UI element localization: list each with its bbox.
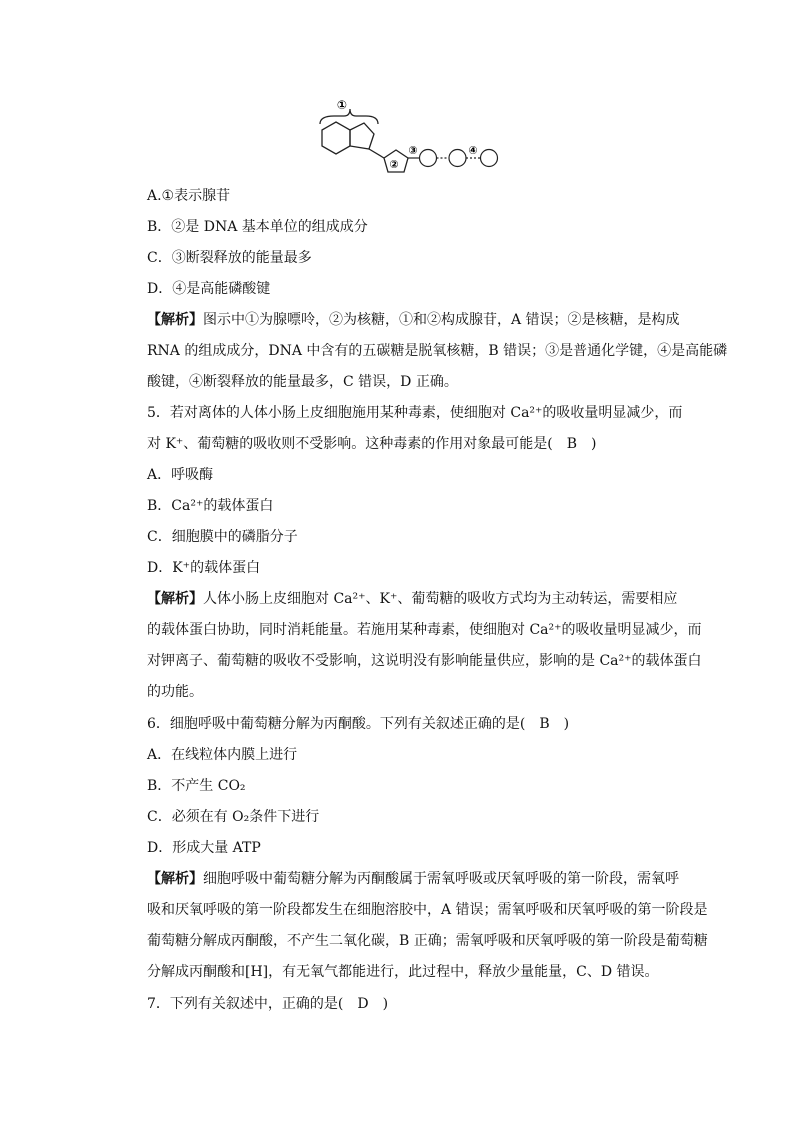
q5-option-b: B．Ca²⁺的载体蛋白 [147, 498, 274, 514]
brace-mark [320, 109, 378, 124]
q5-stem-line-2: 对 K⁺、葡萄糖的吸收则不受影响。这种毒素的作用对象最可能是( B ) [147, 436, 597, 452]
q5-analysis-line-4: 的功能。 [147, 684, 203, 700]
q5-analysis-line-2: 的载体蛋白协助，同时消耗能量。若施用某种毒素，使细胞对 Ca²⁺的吸收量明显减少，而 [147, 622, 702, 638]
phosphate-1 [420, 150, 437, 167]
q7-stem-line-1: 7．下列有关叙述中，正确的是( D ) [147, 996, 389, 1012]
q6-option-b: B．不产生 CO₂ [147, 778, 246, 794]
q6-analysis-line-1 [147, 869, 687, 889]
label-3: ③ [408, 144, 418, 157]
q6-analysis-line-2: 吸和厌氧呼吸的第一阶段都发生在细胞溶胶中，A 错误；需氧呼吸和厌氧呼吸的第一阶段是 [147, 902, 708, 918]
q5-stem-line-1: 5．若对离体的人体小肠上皮细胞施用某种毒素，使细胞对 Ca²⁺的吸收量明显减少，而 [147, 405, 683, 421]
q4-option-d: D．④是高能磷酸键 [147, 281, 271, 297]
analysis-text: 人体小肠上皮细胞对 Ca²⁺、K⁺、葡萄糖的吸收方式均为主动转运，需要相应 [203, 591, 678, 607]
q4-option-c: C．③断裂释放的能量最多 [147, 250, 312, 266]
adenine-hexagon [322, 122, 350, 154]
adenine-pentagon [350, 123, 374, 149]
q4-analysis-line-3: 酸键，④断裂释放的能量最多，C 错误，D 正确。 [147, 374, 458, 390]
q4-analysis-line-1 [147, 310, 687, 330]
label-4: ④ [468, 144, 478, 157]
q5-option-a: A．呼吸酶 [147, 467, 214, 483]
q5-option-d: D．K⁺的载体蛋白 [147, 560, 261, 576]
analysis-tag: 【解析】 [147, 591, 203, 607]
q6-option-c: C．必须在有 O₂条件下进行 [147, 809, 320, 825]
q6-stem-line-1: 6．细胞呼吸中葡萄糖分解为丙酮酸。下列有关叙述正确的是( B ) [147, 716, 570, 732]
q5-analysis-line-3: 对钾离子、葡萄糖的吸收不受影响，这说明没有影响能量供应，影响的是 Ca²⁺的载体蛋白 [147, 653, 702, 669]
analysis-text: 图示中①为腺嘌呤，②为核糖，①和②构成腺苷，A 错误；②是核糖，是构成 [203, 312, 680, 328]
q4-option-b: B．②是 DNA 基本单位的组成成分 [147, 219, 368, 235]
atp-structure-figure [312, 96, 502, 180]
label-1: ① [336, 98, 348, 112]
analysis-text: 细胞呼吸中葡萄糖分解为丙酮酸属于需氧呼吸或厌氧呼吸的第一阶段，需氧呼 [203, 871, 679, 887]
q6-analysis-line-4: 分解成丙酮酸和[H]，有无氧气都能进行，此过程中，释放少量能量，C、D 错误。 [147, 964, 659, 980]
q6-option-a: A．在线粒体内膜上进行 [147, 747, 298, 763]
q6-option-d: D．形成大量 ATP [147, 840, 261, 856]
label-2: ② [389, 158, 399, 171]
q5-analysis-line-1 [147, 589, 687, 609]
q4-option-a: A.①表示腺苷 [147, 188, 231, 204]
q5-option-c: C．细胞膜中的磷脂分子 [147, 529, 298, 545]
q6-analysis-line-3: 葡萄糖分解成丙酮酸，不产生二氧化碳，B 正确；需氧呼吸和厌氧呼吸的第一阶段是葡萄糖 [147, 933, 708, 949]
analysis-tag: 【解析】 [147, 871, 203, 887]
analysis-tag: 【解析】 [147, 312, 203, 328]
q4-analysis-line-2: RNA 的组成成分，DNA 中含有的五碳糖是脱氧核糖，B 错误；③是普通化学键，④是高能磷 [147, 343, 728, 359]
phosphate-3 [481, 150, 498, 167]
phosphate-2 [449, 150, 466, 167]
